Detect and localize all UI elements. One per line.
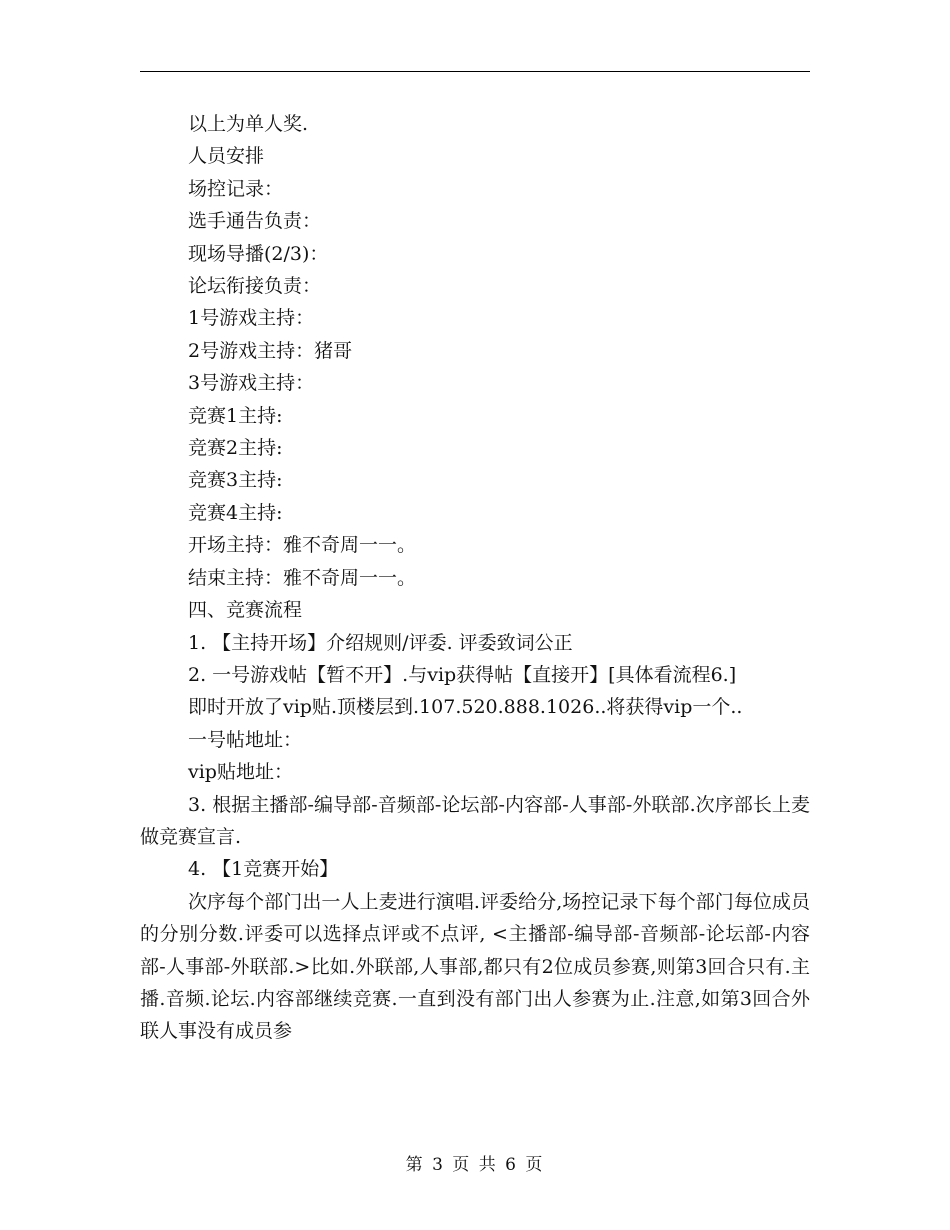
document-body (140, 108, 810, 1048)
paragraph: 1号游戏主持： (188, 307, 315, 330)
paragraph: 3号游戏主持： (188, 372, 315, 395)
header-rule (140, 71, 810, 72)
paragraph: 1. 【主持开场】介绍规则/评委. 评委致词公正 (188, 631, 573, 654)
paragraph: 3. 根据主播部-编导部-音频部-论坛部-内容部-人事部-外联部.次序部长上麦做竞赛宣言. (140, 793, 810, 848)
paragraph: 竞赛3主持: (188, 469, 283, 492)
paragraph: 结束主持：雅不奇周一一。 (188, 566, 417, 589)
paragraph: 开场主持：雅不奇周一一。 (188, 534, 417, 557)
paragraph: 2. 一号游戏帖【暂不开】.与vip获得帖【直接开】[具体看流程6.] (188, 663, 737, 686)
paragraph: 一号帖地址： (188, 728, 303, 751)
paragraph: 竞赛1主持: (188, 404, 283, 427)
paragraph: 现场导播(2/3)： (188, 242, 329, 265)
paragraph: 选手通告负责： (188, 210, 322, 233)
paragraph: 竞赛2主持: (188, 437, 283, 460)
paragraph: vip贴地址： (188, 761, 293, 784)
paragraph: 场控记录： (188, 177, 284, 200)
paragraph: 2号游戏主持：猪哥 (188, 339, 353, 362)
paragraph: 即时开放了vip贴.顶楼层到.107.520.888.1026..将获得vip一个.. (188, 696, 743, 719)
page-number: 第 3 页 共 6 页 (405, 1155, 545, 1175)
paragraph: 4. 【1竞赛开始】 (188, 858, 339, 881)
section-heading: 四、竞赛流程 (188, 599, 303, 622)
paragraph: 以上为单人奖. (188, 113, 309, 135)
paragraph: 人员安排 (188, 145, 265, 168)
paragraph: 次序每个部门出一人上麦进行演唱.评委给分,场控记录下每个部门每位成员的分别分数.评委可以选择点评或不点评, <主播部-编导部-音频部-论坛部-内容部-人事部-外联部.>比如.外联部,人事部,都只有2位成员参赛,则第3回合只有.主播.音频.论坛.内容部继续竞赛.一直到没有部门出人参赛为止.注意,如第3回合外联人事没有成员参 (140, 890, 810, 1043)
paragraph: 竞赛4主持: (188, 501, 283, 524)
paragraph: 论坛衔接负责： (188, 275, 322, 298)
